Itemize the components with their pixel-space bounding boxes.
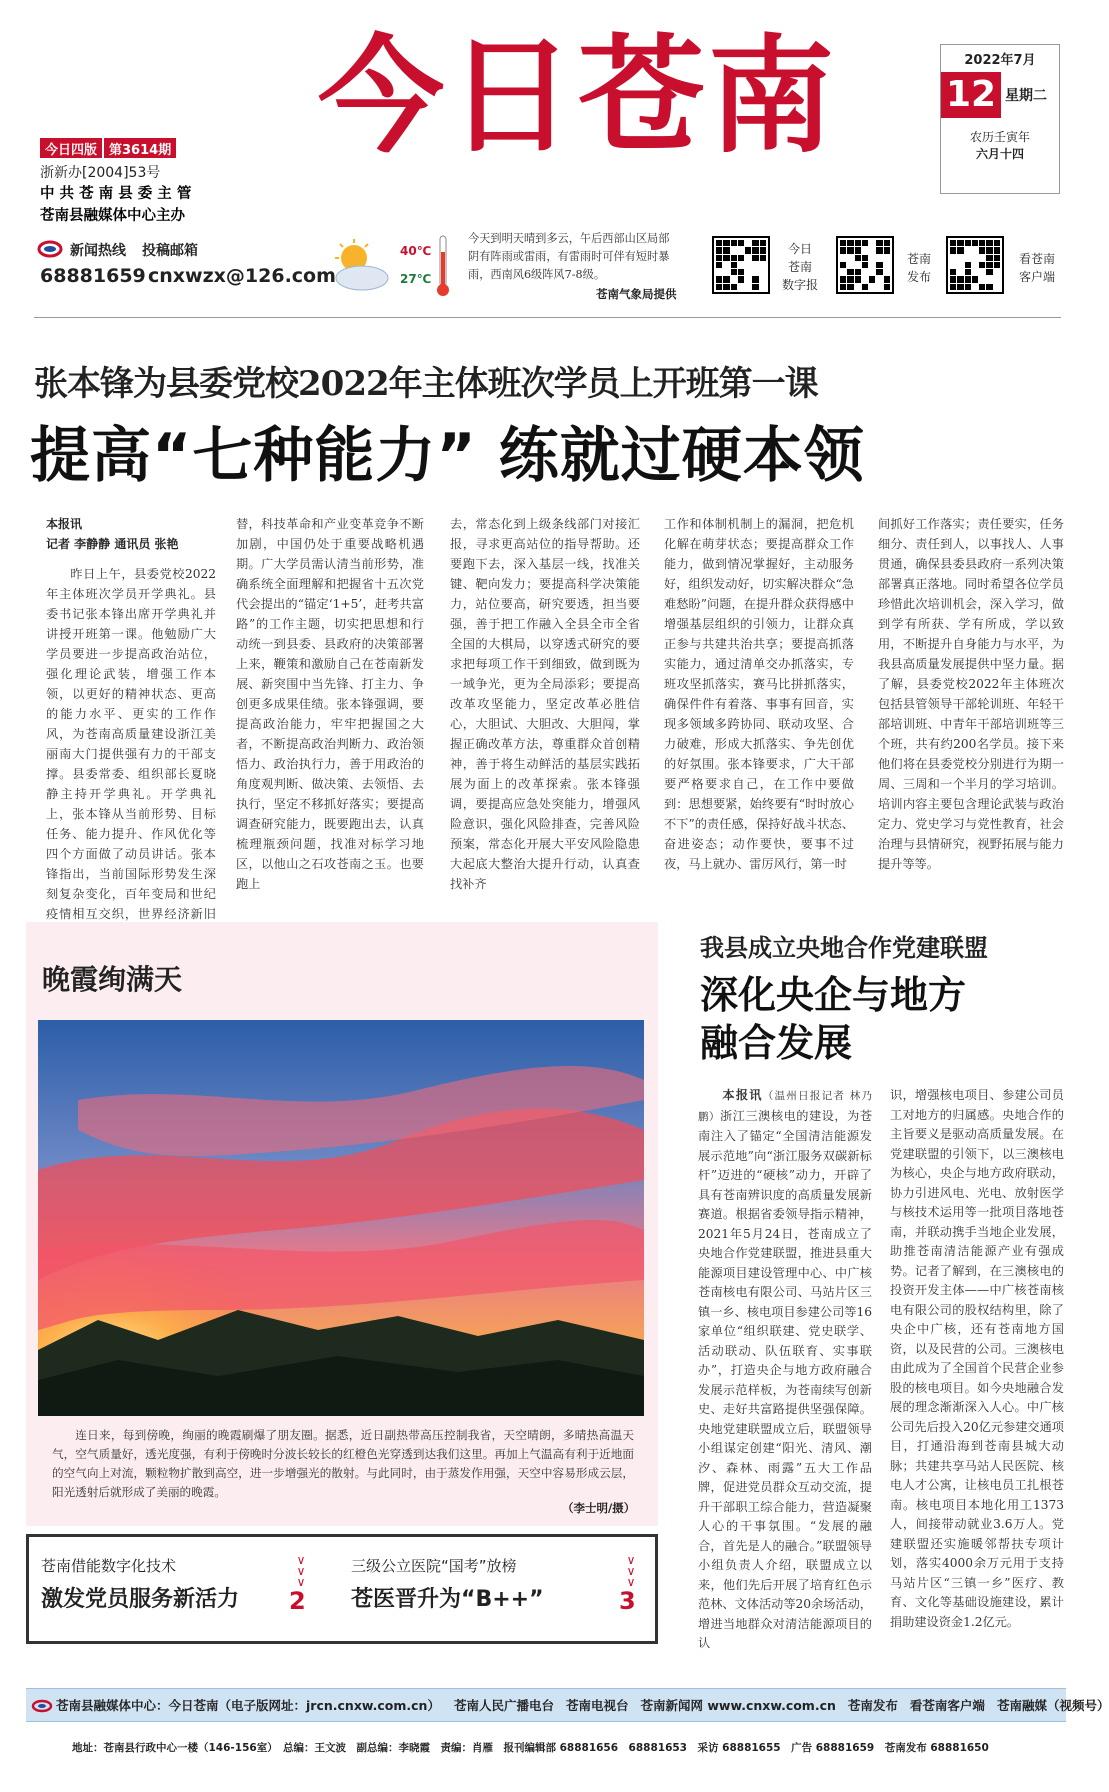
hotline-phone: 68881659 bbox=[40, 265, 146, 287]
lead-subtitle: 张本锋为县委党校2022年主体班次学员上开班第一课 bbox=[34, 364, 818, 404]
date-weekday: 星期二 bbox=[1005, 88, 1047, 104]
teaser-1-big: 激发党员服务新活力 bbox=[41, 1587, 240, 1612]
teaser-box bbox=[26, 1534, 658, 1644]
footer-logo-icon bbox=[32, 1698, 52, 1712]
qr-code-release[interactable] bbox=[836, 236, 894, 294]
lunar-year: 农历壬寅年 bbox=[969, 130, 1030, 144]
teaser-2-arrow-icon: ∨ ∨ ∨ bbox=[626, 1553, 636, 1589]
second-lead-note: （温州日报记者 林乃鹏） bbox=[698, 1090, 873, 1123]
footer-label: 苍南县融媒体中心：今日苍南（电子版网址：jrcn.cnxw.com.cn） bbox=[56, 1698, 440, 1713]
footer-link-release[interactable]: 苍南发布 bbox=[847, 1698, 898, 1713]
lead-byline-tag: 本报讯 bbox=[46, 517, 83, 531]
lunar-date: 六月十四 bbox=[975, 147, 1024, 161]
teaser-2-small: 三级公立医院“国考”放榜 bbox=[351, 1557, 517, 1575]
second-column-2: 识，增强核电项目、参建公司员工对地方的归属感。央地合作的主旨要义是驱动高质量发展。在党建联盟的引领下，以三澳核电为核心，央企与地方政府联动，协力引进风电、光电、放射医学与核技术运用等一批项目落地苍南，并联动携手当地企业发展，助推苍南清洁能源产业有强成势。记者了解到，在三澳核电的投资开发主体——中广核苍南核电有限公司的股权结构里，除了央企中广核，还有苍南地方国资，以及民营的公司。三澳核电由此成为了全国首个民营企业参股的核电项目。如今央地融合发展的理念渐渐深入人心。中广核公司先后投入20亿元参建交通项目，打通沿海到苍南县城大动脉；共建共享马站人民医院、核电人才公寓，让核电员工扎根苍南。核电项目本地化用工1373人，间接带动就业3.6万人。党建联盟还实施暖邻帮扶专项计划，落实4000余万元用于支持马站片区“三镇一乡”医疗、教育、文化等基础设施建设，累计捐助建设资金1.2亿元。 bbox=[890, 1088, 1064, 1629]
masthead-divider bbox=[34, 317, 1061, 318]
weather-forecast: 今天到明天晴到多云，午后西部山区局部阴有阵雨或雷雨，有雷雨时可伴有短时暴雨，西南风6级阵风7-8级。 bbox=[468, 232, 670, 281]
sponsor-line-2: 苍南县融媒体中心主办 bbox=[40, 208, 185, 224]
photo-feature bbox=[26, 922, 658, 1526]
sunset-photo[interactable] bbox=[38, 1020, 644, 1416]
date-day: 12 bbox=[941, 72, 1001, 118]
edition-badge bbox=[40, 138, 176, 158]
footer-link-video[interactable]: 苍南融媒（视频号） bbox=[996, 1698, 1109, 1713]
qr-code-digital[interactable] bbox=[712, 236, 770, 294]
qr-code-client[interactable] bbox=[946, 236, 1004, 294]
footer-link-client[interactable]: 看苍南客户端 bbox=[909, 1698, 985, 1713]
weather-icon bbox=[326, 238, 394, 294]
sponsor-line-1: 中 共 苍 南 县 委 主 管 bbox=[40, 186, 192, 202]
second-column-1: 本报讯（温州日报记者 林乃鹏）浙江三澳核电的建设，为苍南注入了锚定“全国清洁能源发展示范地”向“浙江服务双碳新标杆”迈进的“硬核”动力，开辟了具有苍南辨识度的高质量发展新赛道。根据省委领导指示精神，2021年5月24日，苍南成立了央地合作党建联盟，推进县重大能源项目建设管理中心、中广核苍南核电有限公司、马站片区三镇一乡、核电项目参建公司等16家单位“组织联建、党史联学、活动联动、队伍联育、实事联办”，打造央企与地方政府融合发展示范样板，为苍南续写创新史、走好共富路提供坚强保障。央地党建联盟成立后，联盟领导小组谋定创建“阳光、清风、潮汐、森林、雨露”五大工作品牌，促进党员群众互动交流，提升干部职工综合能力，营造凝聚人心的干事氛围。“发展的融合，首先是人的融合。”联盟领导小组负责人介绍，联盟成立以来，他们先后开展了培育红色示范林、文体活动等20余场活动，增进当地群众对清洁能源项目的认 bbox=[698, 1088, 873, 1650]
submit-email: cnxwzx@126.com bbox=[148, 265, 336, 287]
temp-low: 27℃ bbox=[400, 272, 432, 286]
lead-text-1: 昨日上午，县委党校2022年主体班次学员开学典礼。县委书记张本锋出席开学典礼并讲授开班第一课。他勉励广大学员要进一步提高政治站位，强化理论武装，增强工作本领，以更好的精神状态、更高的能力水平、更实的工作作风，为苍南高质量建设浙江美丽南大门提供强有力的干部支撑。县委常委、组织部长夏晓静主持开学典礼。开学典礼上，张本锋从当前形势、目标任务、能力提升、作风优化等四个方面做了动员讲话。张本锋指出，当前国际形势发生深刻复杂变化，百年变局和世纪疫情相互交织，世界经济新旧 bbox=[46, 567, 216, 921]
qr-label-digital: 今日 苍南 数字报 bbox=[781, 242, 818, 292]
lead-column-2: 替，科技革命和产业变革竞争不断加剧，中国仍处于重要战略机遇期。广大学员需认清当前形势，准确系统全面理解和把握省十五次党代会提出的“锚定‘1+5’，赶考共富路”的工作主题，切实把思想和行动统一到县委、县政府的决策部署上来，鞭策和激励自己在苍南新发展、新突围中当先锋、打主力、争创更多成果佳绩。张本锋强调，要提高政治能力，牢牢把握国之大者，不断提高政治判断力、政治领悟力、政治执行力，善于用政治的角度观判断、做决策、去领悟、去执行，坚定不移抓好落实；要提高调查研究能力，既要跑出去，认真梳理瓶颈问题，找准对标学习地区，以他山之石攻苍南之玉。也要跑上 bbox=[236, 517, 424, 891]
teaser-1-page: 2 bbox=[289, 1587, 306, 1615]
edition-label: 今日四版 bbox=[40, 138, 102, 158]
submit-label: 投稿邮箱 bbox=[142, 243, 198, 259]
photo-caption: 连日来，每到傍晚，绚丽的晚霞刷爆了朋友圈。据悉，近日副热带高压控制我省，天空晴朗，多晴热高温天气，空气质量好，透光度强，有利于傍晚时分波长较长的红橙色光穿透到达我们这里。再加上气温高有利于近地面的空气向上对流，颗粒物扩散到高空，进一步增强光的散射。与此同时，由于蒸发作用强，天空中容易形成云层，阳光透射后就形成了美丽的晚霞。 bbox=[52, 1428, 634, 1499]
teaser-1-arrow-icon: ∨ ∨ ∨ bbox=[296, 1553, 306, 1589]
lead-byline: 记者 李静静 通讯员 张艳 bbox=[46, 537, 179, 551]
teaser-2[interactable] bbox=[351, 1555, 651, 1625]
photo-title: 晚霞绚满天 bbox=[42, 963, 183, 996]
teaser-1[interactable] bbox=[41, 1555, 341, 1625]
lead-column-3: 去，常态化到上级条线部门对接汇报，寻求更高站位的指导帮助。还要跑下去，深入基层一线，找准关键、靶向发力；要提高科学决策能力，站位要高，研究要透，担当要强，善于把工作融入全县全市全省全国的大棋局，以穿透式研究的要求把每项工作干到细致，做到既为一域争光，更为全局添彩；要提高改革攻坚能力，坚定改革必胜信心，大胆试、大胆改、大胆闯，掌握正确改革方法，尊重群众首创精神，善于将生动鲜活的基层实践拓展为面上的改革探索。张本锋强调，要提高应急处突能力，增强风险意识，强化风险排查，完善风险预案，常态化开展大平安风险隐患大起底大整治大提升行动，认真查找补齐 bbox=[450, 517, 640, 891]
second-headline-2: 融合发展 bbox=[700, 1021, 853, 1065]
issue-number: 第3614期 bbox=[104, 138, 176, 158]
footer-info: 地址：苍南县行政中心一楼（146-156室） 总编：王文波 副总编：李晓霞 责编：肖雁 报刊编辑部 68881656 68881653 采访 68881655 广告 68881659 苍南发布 68881650 bbox=[72, 1742, 989, 1754]
date-year-month: 2022年7月 bbox=[964, 53, 1036, 68]
newspaper-title: 今日苍南 bbox=[318, 23, 838, 170]
footer-bar bbox=[26, 1688, 1109, 1722]
weather-source: 苍南气象局提供 bbox=[596, 287, 677, 301]
teaser-2-page: 3 bbox=[619, 1587, 636, 1615]
thermometer-icon bbox=[436, 234, 450, 298]
footer-link-tv[interactable]: 苍南电视台 bbox=[565, 1698, 629, 1713]
second-subtitle: 我县成立央地合作党建联盟 bbox=[700, 933, 988, 962]
qr-label-client: 看苍南 客户端 bbox=[1018, 252, 1055, 284]
photo-credit: （李士明/摄） bbox=[562, 1501, 636, 1515]
footer-link-radio[interactable]: 苍南人民广播电台 bbox=[453, 1698, 554, 1713]
second-lead-tag: 本报讯 bbox=[722, 1088, 763, 1102]
qr-label-release: 苍南 发布 bbox=[906, 252, 931, 284]
date-box bbox=[940, 44, 1060, 194]
lead-headline: 提高“七种能力” 练就过硬本领 bbox=[30, 421, 865, 491]
teaser-1-small: 苍南借能数字化技术 bbox=[41, 1557, 177, 1575]
license-number: 浙新办[2004]53号 bbox=[40, 165, 161, 181]
temp-high: 40℃ bbox=[400, 244, 432, 258]
lead-column-1 bbox=[46, 514, 216, 921]
lead-column-5: 间抓好工作落实；责任要实，任务细分、责任到人，以事找人、人事贯通，确保县委县政府一系列决策部署真正落地。同时希望各位学员珍惜此次培训机会，深入学习，做到学有所获、学有所成，学以致用，不断提升自身能力与水平，为我县高质量发展提供中坚力量。据了解，县委党校2022年主体班次包括县管领导干部轮训班、年轻干部培训班、中青年干部培训班等三个班，共有约200名学员。接下来他们将在县委党校分别进行为期一周、三周和一个半月的学习培训。培训内容主要包含理论武装与政治定力、党史学习与党性教育，社会治理与县情研究，视野拓展与能力提升等等。 bbox=[878, 517, 1064, 871]
teaser-2-big: 苍医晋升为“B++” bbox=[351, 1587, 544, 1612]
masthead bbox=[0, 0, 1095, 300]
second-headline-1: 深化央企与地方 bbox=[700, 973, 967, 1017]
footer-link-news-web[interactable]: 苍南新闻网 www.cnxw.com.cn bbox=[640, 1698, 836, 1713]
hotline-label: 新闻热线 bbox=[70, 243, 126, 259]
lead-column-4: 工作和体制机制上的漏洞，把危机化解在萌芽状态；要提高群众工作能力，做到情况掌握好，主动服务好，组织发动好，切实解决群众“急难愁盼”问题，在提升群众获得感中增强基层组织的引领力，让群众真正参与共建共治共享；要提高抓落实能力，通过清单交办抓落实，专班攻坚抓落实，赛马比拼抓落实，确保件件有着落、事事有回音，实现多领域多跨协同、联动攻坚、合力破难，形成大抓落实、争先创优的好氛围。张本锋要求，广大干部要严格要求自己，在工作中要做到：思想要紧，始终要有“时时放心不下”的责任感，保持好战斗状态、奋进姿态；动作要快，要事不过夜，马上就办、雷厉风行，第一时 bbox=[664, 517, 854, 871]
contact-logo-icon bbox=[38, 240, 62, 258]
